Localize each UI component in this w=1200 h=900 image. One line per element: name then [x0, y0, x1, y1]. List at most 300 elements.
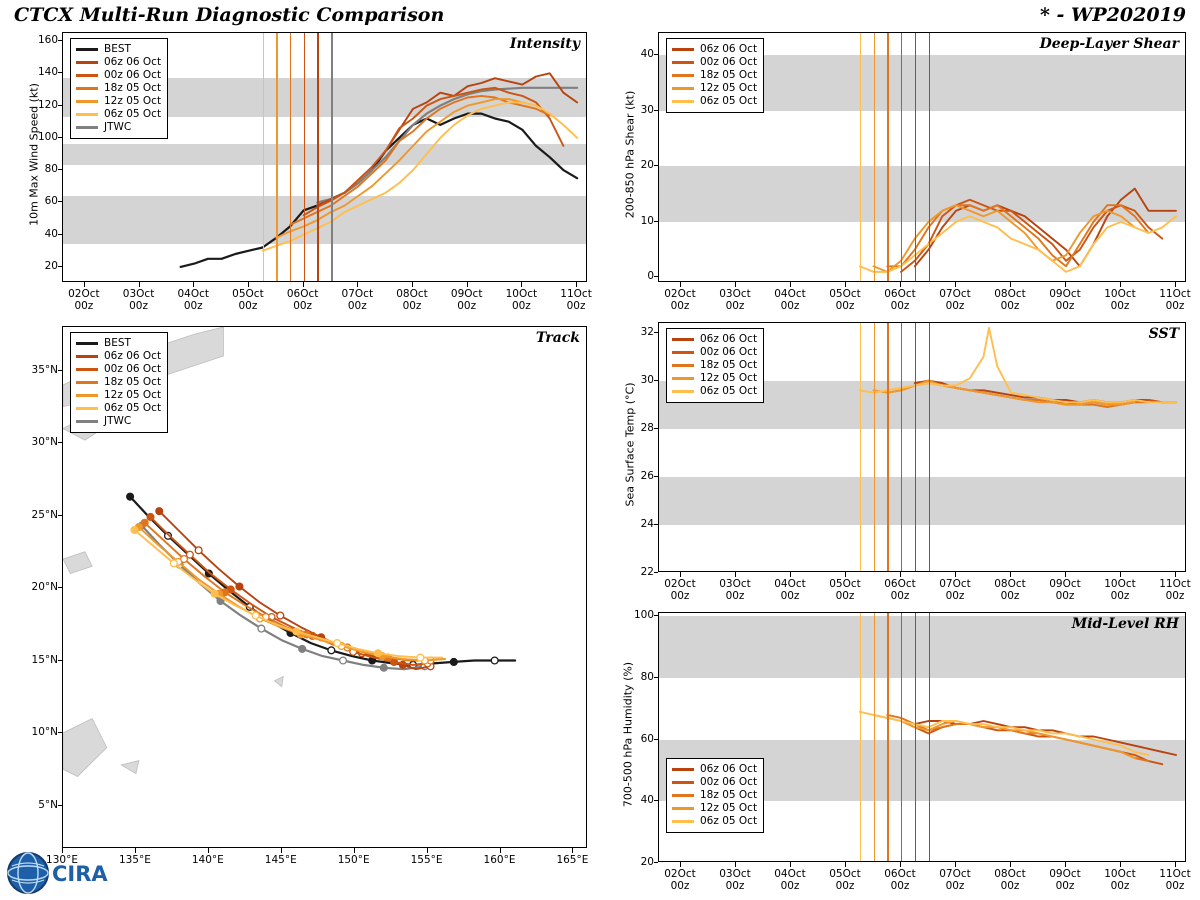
legend-entry: [672, 789, 757, 802]
legend-entry: [76, 350, 161, 363]
y-tick-label: 32: [640, 325, 654, 338]
legend-label: 00z 06 Oct: [104, 363, 162, 375]
y-tick-label: 30: [640, 373, 654, 386]
y-tick-label: 10°N: [31, 726, 58, 738]
init-time-line: [874, 323, 875, 571]
y-tick-mark: [654, 739, 658, 740]
legend-color-swatch: [672, 820, 694, 823]
track-marker: [293, 628, 300, 635]
legend-color-swatch: [672, 61, 694, 64]
init-time-line: [860, 323, 861, 571]
series-line: [142, 526, 425, 670]
x-tick-mark: [357, 282, 358, 287]
track-marker: [491, 657, 498, 664]
x-tick-mark: [139, 282, 140, 287]
legend-label: 12z 05 Oct: [700, 372, 758, 384]
legend-entry: [672, 372, 757, 385]
x-tick-mark: [84, 282, 85, 287]
x-tick-label: 11Oct 00z: [560, 288, 592, 312]
x-tick-mark: [1065, 862, 1066, 867]
legend-entry: [76, 402, 161, 415]
legend-color-swatch: [76, 342, 98, 345]
legend-label: 06z 05 Oct: [104, 402, 162, 414]
y-tick-label: 40: [44, 227, 58, 240]
x-tick-mark: [1120, 572, 1121, 577]
legend-label: 06z 06 Oct: [700, 763, 758, 775]
track-marker: [417, 654, 424, 661]
intensity-title: Intensity: [509, 36, 580, 52]
y-tick-label: 20: [640, 856, 654, 868]
x-tick-mark: [412, 282, 413, 287]
x-tick-label: 08Oct 00z: [396, 288, 428, 312]
x-tick-mark: [1010, 572, 1011, 577]
x-tick-label: 08Oct 00z: [994, 288, 1026, 312]
x-tick-mark: [1010, 282, 1011, 287]
x-tick-mark: [193, 282, 194, 287]
legend-entry: [76, 415, 161, 428]
x-tick-mark: [1120, 862, 1121, 867]
x-tick-mark: [735, 572, 736, 577]
y-tick-label: 15°N: [31, 653, 58, 666]
x-tick-mark: [1175, 282, 1176, 287]
legend-color-swatch: [76, 100, 98, 103]
legend-color-swatch: [76, 407, 98, 410]
legend-label: 18z 05 Oct: [104, 82, 162, 94]
y-tick-label: 20°N: [31, 581, 58, 593]
x-tick-mark: [354, 848, 355, 853]
x-tick-mark: [303, 282, 304, 287]
y-tick-label: 25°N: [31, 508, 58, 521]
x-tick-mark: [845, 282, 846, 287]
legend-label: BEST: [104, 43, 131, 55]
x-tick-label: 10Oct 00z: [505, 288, 538, 312]
x-tick-label: 02Oct 00z: [664, 288, 696, 312]
y-tick-mark: [654, 110, 658, 111]
y-tick-label: 120: [37, 98, 58, 111]
x-tick-label: 135°E: [118, 854, 151, 866]
x-tick-label: 11Oct 00z: [1159, 868, 1191, 892]
x-tick-mark: [1120, 282, 1121, 287]
series-line: [135, 530, 443, 658]
track-marker: [450, 659, 457, 666]
init-time-line: [874, 33, 875, 281]
y-tick-mark: [654, 221, 658, 222]
legend-entry: [76, 108, 161, 121]
legend-color-swatch: [672, 377, 694, 380]
legend-entry: [76, 95, 161, 108]
svg-text:CIRA: CIRA: [52, 862, 108, 886]
init-time-line: [901, 323, 902, 571]
x-tick-mark: [208, 848, 209, 853]
legend-label: 06z 06 Oct: [104, 56, 162, 68]
cira-logo: [6, 850, 110, 896]
x-tick-label: 07Oct 00z: [939, 868, 971, 892]
x-tick-mark: [900, 862, 901, 867]
legend-label: 12z 05 Oct: [700, 802, 758, 814]
init-time-line: [915, 613, 916, 861]
series-line: [860, 328, 1176, 403]
legend-color-swatch: [672, 351, 694, 354]
y-tick-label: 30°N: [31, 436, 58, 448]
x-tick-label: 07Oct 00z: [939, 578, 971, 602]
y-tick-mark: [654, 615, 658, 616]
y-tick-mark: [58, 105, 62, 106]
legend-color-swatch: [76, 381, 98, 384]
legend-entry: [672, 43, 757, 56]
x-tick-label: 04Oct 00z: [774, 288, 806, 312]
init-time-line: [887, 613, 888, 861]
legend-label: 00z 06 Oct: [700, 346, 758, 358]
y-tick-mark: [654, 524, 658, 525]
y-tick-mark: [58, 660, 62, 661]
legend-entry: [76, 389, 161, 402]
x-tick-label: 05Oct 00z: [829, 288, 861, 312]
track-title: Track: [535, 330, 580, 346]
header-bar: [0, 2, 1200, 28]
y-tick-mark: [58, 266, 62, 267]
x-tick-label: 09Oct 00z: [1049, 868, 1081, 892]
legend-color-swatch: [672, 338, 694, 341]
x-tick-mark: [845, 572, 846, 577]
init-time-line: [901, 613, 902, 861]
legend-entry: [76, 82, 161, 95]
x-tick-label: 05Oct 00z: [232, 288, 264, 312]
legend-color-swatch: [672, 87, 694, 90]
y-tick-mark: [654, 862, 658, 863]
y-tick-mark: [654, 165, 658, 166]
legend-color-swatch: [76, 355, 98, 358]
y-tick-mark: [58, 234, 62, 235]
x-tick-label: 07Oct 00z: [939, 288, 971, 312]
track-marker: [156, 508, 163, 515]
init-time-line: [860, 613, 861, 861]
x-tick-label: 03Oct 00z: [719, 288, 751, 312]
x-tick-mark: [281, 848, 282, 853]
x-tick-label: 150°E: [337, 854, 370, 866]
legend-color-swatch: [672, 794, 694, 797]
x-tick-label: 10Oct 00z: [1104, 288, 1136, 312]
legend-entry: [672, 776, 757, 789]
legend-label: 06z 06 Oct: [104, 350, 162, 362]
legend-color-swatch: [672, 390, 694, 393]
legend-color-swatch: [672, 768, 694, 771]
track-marker: [236, 583, 243, 590]
y-tick-mark: [58, 40, 62, 41]
legend-color-swatch: [672, 807, 694, 810]
init-time-line: [276, 33, 277, 281]
x-tick-label: 07Oct 00z: [341, 288, 374, 312]
x-tick-mark: [680, 862, 681, 867]
x-tick-label: 11Oct 00z: [1159, 288, 1191, 312]
y-tick-label: 24: [640, 517, 654, 530]
init-time-line: [304, 33, 305, 281]
track-marker: [334, 640, 341, 647]
x-tick-label: 145°E: [264, 854, 297, 866]
init-time-line: [887, 323, 888, 571]
legend-color-swatch: [76, 74, 98, 77]
y-tick-mark: [654, 677, 658, 678]
track-panel: [0, 320, 600, 880]
y-tick-label: 30: [640, 103, 654, 116]
x-tick-label: 06Oct 00z: [884, 288, 916, 312]
legend-color-swatch: [672, 48, 694, 51]
x-tick-mark: [1065, 572, 1066, 577]
legend-color-swatch: [76, 394, 98, 397]
legend-label: 00z 06 Oct: [700, 776, 758, 788]
legend-label: 18z 05 Oct: [700, 69, 758, 81]
legend-entry: [672, 82, 757, 95]
rh-title: Mid-Level RH: [1071, 616, 1179, 632]
legend-entry: [672, 802, 757, 815]
y-tick-label: 10: [640, 214, 654, 227]
legend-color-swatch: [672, 781, 694, 784]
legend-color-swatch: [76, 368, 98, 371]
y-tick-label: 40: [640, 794, 654, 807]
x-tick-label: 155°E: [410, 854, 443, 866]
x-tick-label: 03Oct 00z: [122, 288, 155, 312]
shear-title: Deep-Layer Shear: [1039, 36, 1179, 52]
legend-entry: [672, 95, 757, 108]
x-tick-label: 05Oct 00z: [829, 868, 861, 892]
x-tick-label: 06Oct 00z: [884, 868, 916, 892]
y-tick-label: 0: [647, 270, 654, 283]
legend-label: 18z 05 Oct: [700, 789, 758, 801]
track-marker: [375, 650, 382, 657]
legend-label: 00z 06 Oct: [700, 56, 758, 68]
series-line: [860, 216, 1176, 272]
y-tick-label: 5°N: [38, 798, 58, 811]
x-tick-label: 08Oct 00z: [994, 578, 1026, 602]
y-tick-label: 100: [37, 130, 58, 143]
legend-label: 12z 05 Oct: [700, 82, 758, 94]
y-tick-mark: [654, 572, 658, 573]
legend-entry: [76, 56, 161, 69]
y-tick-mark: [58, 805, 62, 806]
legend-color-swatch: [672, 74, 694, 77]
y-tick-label: 20: [640, 159, 654, 172]
legend-entry: [672, 815, 757, 828]
legend-label: 18z 05 Oct: [104, 376, 162, 388]
track-marker: [147, 514, 154, 521]
x-tick-label: 11Oct 00z: [1159, 578, 1191, 602]
legend-entry: [672, 56, 757, 69]
y-tick-label: 26: [640, 469, 654, 482]
legend-color-swatch: [76, 87, 98, 90]
x-tick-mark: [1175, 862, 1176, 867]
legend-color-swatch: [76, 113, 98, 116]
page-title: CTCX Multi-Run Diagnostic Comparison: [14, 4, 445, 26]
y-tick-mark: [58, 732, 62, 733]
track-marker: [277, 612, 284, 619]
legend-label: 06z 05 Oct: [700, 385, 758, 397]
y-tick-mark: [58, 587, 62, 588]
x-tick-mark: [735, 862, 736, 867]
track-marker: [340, 657, 347, 664]
y-tick-mark: [654, 276, 658, 277]
x-tick-mark: [900, 282, 901, 287]
x-tick-mark: [427, 848, 428, 853]
x-tick-mark: [1175, 572, 1176, 577]
x-tick-label: 03Oct 00z: [719, 868, 751, 892]
legend-label: JTWC: [104, 415, 132, 427]
rh-legend: [666, 758, 764, 833]
y-tick-label: 20: [44, 259, 58, 272]
init-time-line: [929, 33, 931, 281]
x-tick-label: 140°E: [191, 854, 224, 866]
track-legend: [70, 332, 168, 433]
y-tick-mark: [58, 72, 62, 73]
series-line: [915, 721, 1176, 755]
legend-entry: [672, 763, 757, 776]
shear-panel: [600, 28, 1200, 318]
y-tick-label: 35°N: [31, 363, 58, 376]
legend-label: 06z 05 Oct: [700, 815, 758, 827]
x-tick-mark: [845, 862, 846, 867]
legend-entry: [672, 346, 757, 359]
x-tick-label: 130°E: [46, 854, 78, 866]
track-marker: [252, 612, 259, 619]
y-tick-label: 160: [37, 34, 58, 47]
init-time-line: [929, 613, 931, 861]
x-tick-mark: [955, 282, 956, 287]
track-marker: [380, 664, 387, 671]
y-tick-label: 22: [640, 566, 654, 578]
legend-label: 12z 05 Oct: [104, 389, 162, 401]
track-marker: [170, 560, 177, 567]
x-tick-label: 02Oct 00z: [68, 288, 100, 312]
y-tick-mark: [58, 370, 62, 371]
x-tick-label: 04Oct 00z: [774, 868, 806, 892]
y-tick-label: 60: [44, 195, 58, 208]
x-tick-mark: [790, 282, 791, 287]
legend-label: 12z 05 Oct: [104, 95, 162, 107]
legend-label: 06z 05 Oct: [700, 95, 758, 107]
y-tick-label: 40: [640, 48, 654, 61]
legend-color-swatch: [672, 100, 694, 103]
init-time-line: [915, 33, 916, 281]
x-tick-label: 165°E: [556, 854, 589, 866]
y-tick-mark: [58, 169, 62, 170]
init-time-line: [929, 323, 931, 571]
x-tick-mark: [135, 848, 136, 853]
legend-color-swatch: [76, 126, 98, 129]
y-tick-mark: [58, 442, 62, 443]
track-marker: [127, 493, 134, 500]
legend-entry: [672, 359, 757, 372]
x-tick-label: 09Oct 00z: [1049, 288, 1081, 312]
y-tick-label: 140: [37, 66, 58, 79]
init-time-line: [860, 33, 861, 281]
track-marker: [328, 647, 335, 654]
y-tick-mark: [58, 201, 62, 202]
y-tick-mark: [654, 332, 658, 333]
track-marker: [195, 547, 202, 554]
x-tick-label: 04Oct 00z: [774, 578, 806, 602]
y-tick-mark: [58, 515, 62, 516]
series-line: [887, 383, 1148, 407]
y-tick-label: 100: [633, 609, 654, 622]
intensity-y-axis-label: 10m Max Wind Speed (kt): [27, 83, 41, 226]
x-tick-mark: [248, 282, 249, 287]
y-tick-label: 28: [640, 421, 654, 434]
y-tick-label: 80: [44, 163, 58, 176]
x-tick-mark: [576, 282, 577, 287]
series-line: [290, 96, 550, 225]
legend-label: JTWC: [104, 121, 132, 133]
y-tick-mark: [654, 800, 658, 801]
legend-entry: [76, 121, 161, 134]
init-time-line: [915, 323, 916, 571]
sst-legend: [666, 328, 764, 403]
legend-label: 18z 05 Oct: [700, 359, 758, 371]
sst-panel: [600, 318, 1200, 608]
x-tick-mark: [1065, 282, 1066, 287]
x-tick-mark: [955, 862, 956, 867]
x-tick-label: 10Oct 00z: [1104, 868, 1136, 892]
legend-color-swatch: [76, 48, 98, 51]
x-tick-mark: [500, 848, 501, 853]
x-tick-mark: [955, 572, 956, 577]
rh-panel: [600, 608, 1200, 900]
legend-entry: [76, 363, 161, 376]
init-time-line: [263, 33, 264, 281]
y-tick-mark: [654, 380, 658, 381]
y-tick-mark: [654, 54, 658, 55]
series-line: [181, 114, 577, 267]
legend-entry: [76, 43, 161, 56]
intensity-legend: [70, 38, 168, 139]
x-tick-label: 05Oct 00z: [829, 578, 861, 602]
init-time-line: [874, 613, 875, 861]
series-line: [145, 523, 431, 661]
legend-label: 00z 06 Oct: [104, 69, 162, 81]
legend-entry: [76, 376, 161, 389]
x-tick-label: 06Oct 00z: [884, 578, 916, 602]
legend-color-swatch: [76, 61, 98, 64]
x-tick-mark: [900, 572, 901, 577]
rh-y-axis-label: 700-500 hPa Humidity (%): [621, 661, 635, 808]
legend-label: 06z 05 Oct: [104, 108, 162, 120]
init-time-line: [290, 33, 291, 281]
legend-label: 06z 06 Oct: [700, 333, 758, 345]
x-tick-mark: [680, 572, 681, 577]
sst-y-axis-label: Sea Surface Temp (°C): [623, 382, 637, 507]
legend-entry: [672, 385, 757, 398]
x-tick-mark: [467, 282, 468, 287]
init-time-line: [331, 33, 333, 281]
legend-entry: [76, 69, 161, 82]
x-tick-label: 02Oct 00z: [664, 868, 696, 892]
x-tick-mark: [790, 862, 791, 867]
y-tick-label: 80: [640, 670, 654, 683]
track-marker: [211, 590, 218, 597]
x-tick-mark: [521, 282, 522, 287]
y-tick-label: 60: [640, 732, 654, 745]
legend-color-swatch: [76, 420, 98, 423]
x-tick-label: 08Oct 00z: [994, 868, 1026, 892]
x-tick-label: 09Oct 00z: [1049, 578, 1081, 602]
x-tick-label: 06Oct 00z: [286, 288, 319, 312]
shear-y-axis-label: 200-850 hPa Shear (kt): [623, 90, 637, 219]
y-tick-mark: [58, 137, 62, 138]
y-tick-mark: [654, 476, 658, 477]
sst-title: SST: [1148, 326, 1179, 342]
series-line: [139, 527, 445, 660]
x-tick-label: 03Oct 00z: [719, 578, 751, 602]
x-tick-label: 09Oct 00z: [450, 288, 483, 312]
x-tick-mark: [1010, 862, 1011, 867]
x-tick-mark: [680, 282, 681, 287]
